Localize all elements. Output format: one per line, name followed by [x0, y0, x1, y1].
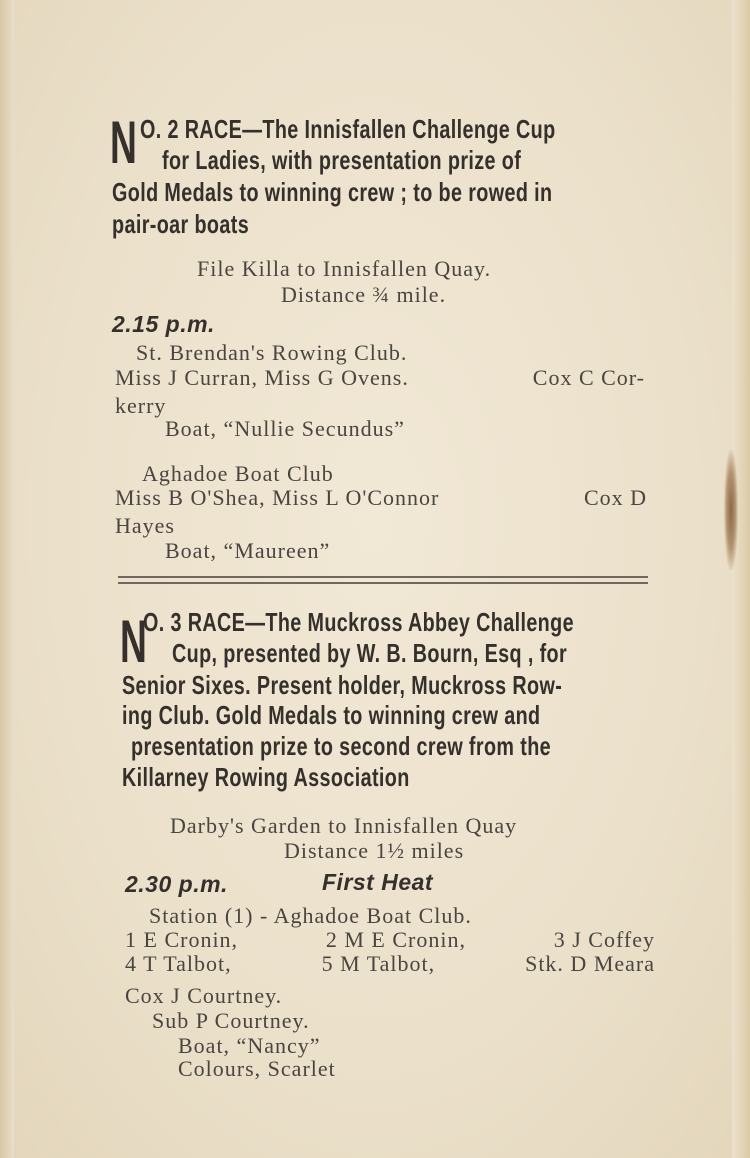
rower: 2 M E Cronin, [325, 927, 466, 952]
boat-name: Boat, “Nancy” [178, 1033, 321, 1058]
race-heading-line: O. 3 RACE—The Muckross Abbey Challenge [143, 607, 574, 637]
race-heading-line: pair-oar boats [112, 209, 250, 239]
page-edge-left [0, 0, 14, 1158]
colours: Colours, Scarlet [178, 1056, 336, 1081]
section-divider [118, 576, 648, 578]
crew-members-row [115, 365, 645, 391]
crew-cox: Cox D [583, 485, 647, 510]
distance: Distance ¾ mile. [281, 282, 447, 307]
course: File Killa to Innisfallen Quay. [197, 256, 492, 281]
race-time: 2.30 p.m. [125, 871, 228, 897]
page-edge-right [732, 0, 750, 1158]
heat-label: First Heat [322, 869, 434, 895]
crew-cox-cont: Hayes [115, 513, 175, 538]
paper-stain [724, 450, 738, 570]
crew-boat: Boat, “Maureen” [165, 538, 331, 563]
rower: 3 J Coffey [553, 927, 655, 952]
drop-cap: N [120, 608, 147, 675]
rower: Stk. D Meara [525, 951, 655, 976]
crew-club: Aghadoe Boat Club [142, 461, 334, 486]
race-heading-line: Cup, presented by W. B. Bourn, Esq , for [172, 638, 568, 668]
section-divider [118, 582, 648, 584]
crew-club: St. Brendan's Rowing Club. [136, 340, 408, 365]
race-heading-line: Senior Sixes. Present holder, Muckross Row- [122, 670, 563, 700]
race-heading-line: for Ladies, with presentation prize of [162, 145, 522, 175]
crew-members: Miss J Curran, Miss G Ovens. [115, 365, 409, 390]
crew-members-row [115, 485, 647, 511]
rower: 1 E Cronin, [125, 927, 239, 952]
rowers-row [125, 951, 655, 977]
crew-cox: Cox C Cor- [532, 365, 645, 390]
race-time: 2.15 p.m. [112, 311, 215, 337]
drop-cap: N [110, 109, 137, 176]
crew-boat: Boat, “Nullie Secundus” [165, 416, 405, 441]
rower: 4 T Talbot, [125, 951, 232, 976]
rowers-row [125, 927, 655, 953]
race-heading-line: O. 2 RACE—The Innisfallen Challenge Cup [140, 114, 556, 144]
race-heading-line: Killarney Rowing Association [122, 762, 410, 792]
station: Station (1) - Aghadoe Boat Club. [149, 903, 472, 928]
distance: Distance 1½ miles [284, 838, 465, 863]
race-heading-line: ing Club. Gold Medals to winning crew and [122, 700, 541, 730]
race-heading-line: presentation prize to second crew from the [131, 731, 552, 761]
race-heading-line: Gold Medals to winning crew ; to be rowed in [112, 177, 553, 207]
substitute: Sub P Courtney. [152, 1008, 310, 1033]
crew-cox-cont: kerry [115, 393, 167, 418]
cox: Cox J Courtney. [125, 983, 283, 1008]
rower: 5 M Talbot, [321, 951, 436, 976]
course: Darby's Garden to Innisfallen Quay [170, 813, 518, 838]
crew-members: Miss B O'Shea, Miss L O'Connor [115, 485, 440, 510]
